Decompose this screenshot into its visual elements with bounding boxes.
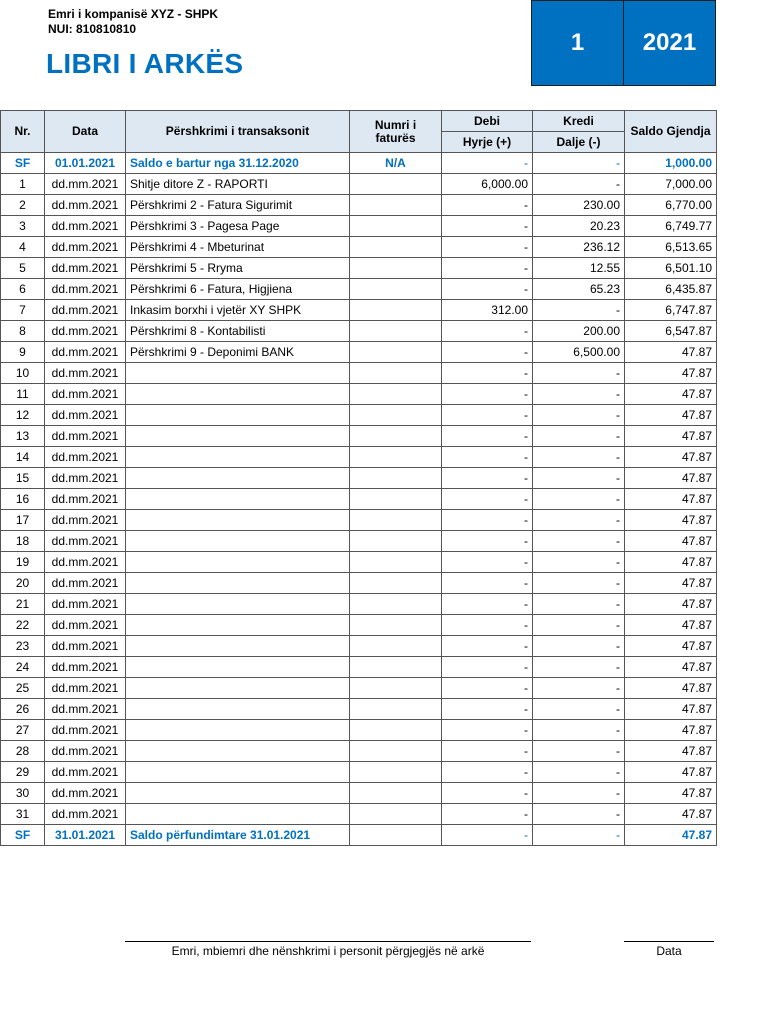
header-debit-in: Hyrje (+) bbox=[442, 132, 533, 153]
company-nui: NUI: 810810810 bbox=[48, 22, 137, 36]
cell-description bbox=[126, 363, 350, 384]
cell-debit: - bbox=[442, 279, 533, 300]
cell-invoice bbox=[350, 363, 442, 384]
cell-nr: 4 bbox=[1, 237, 45, 258]
table-row bbox=[1, 300, 717, 321]
opening-nr: SF bbox=[1, 153, 45, 174]
table-row bbox=[1, 216, 717, 237]
cell-description bbox=[126, 573, 350, 594]
cell-description: Përshkrimi 2 - Fatura Sigurimit bbox=[126, 195, 350, 216]
cell-debit: 312.00 bbox=[442, 300, 533, 321]
table-row bbox=[1, 321, 717, 342]
cell-description bbox=[126, 762, 350, 783]
cell-invoice bbox=[350, 531, 442, 552]
cell-debit: - bbox=[442, 258, 533, 279]
date-label: Data bbox=[656, 944, 682, 958]
cell-nr: 1 bbox=[1, 174, 45, 195]
cell-balance: 47.87 bbox=[625, 804, 717, 825]
cell-invoice bbox=[350, 636, 442, 657]
opening-debit: - bbox=[442, 153, 533, 174]
table-row bbox=[1, 510, 717, 531]
cell-invoice bbox=[350, 489, 442, 510]
table-row bbox=[1, 405, 717, 426]
cell-description bbox=[126, 510, 350, 531]
cell-credit: 6,500.00 bbox=[533, 342, 625, 363]
cell-description: Shitje ditore Z - RAPORTI bbox=[126, 174, 350, 195]
cell-nr: 18 bbox=[1, 531, 45, 552]
cell-credit: - bbox=[533, 573, 625, 594]
cell-date: dd.mm.2021 bbox=[45, 489, 126, 510]
cell-date: dd.mm.2021 bbox=[45, 657, 126, 678]
cell-nr: 17 bbox=[1, 510, 45, 531]
cell-description bbox=[126, 720, 350, 741]
header-description: Përshkrimi i transaksonit bbox=[126, 111, 350, 153]
cell-nr: 23 bbox=[1, 636, 45, 657]
cell-description bbox=[126, 531, 350, 552]
cash-book-table bbox=[0, 110, 717, 846]
cell-description bbox=[126, 783, 350, 804]
header-nr: Nr. bbox=[1, 111, 45, 153]
cell-invoice bbox=[350, 762, 442, 783]
cell-nr: 14 bbox=[1, 447, 45, 468]
cell-date: dd.mm.2021 bbox=[45, 741, 126, 762]
cell-invoice bbox=[350, 741, 442, 762]
cell-nr: 30 bbox=[1, 783, 45, 804]
cell-description bbox=[126, 447, 350, 468]
cell-credit: - bbox=[533, 489, 625, 510]
cell-date: dd.mm.2021 bbox=[45, 531, 126, 552]
table-row bbox=[1, 657, 717, 678]
cell-description bbox=[126, 804, 350, 825]
cell-date: dd.mm.2021 bbox=[45, 405, 126, 426]
header-balance: Saldo Gjendja bbox=[625, 111, 717, 153]
cell-description: Përshkrimi 4 - Mbeturinat bbox=[126, 237, 350, 258]
cell-debit: - bbox=[442, 783, 533, 804]
cell-date: dd.mm.2021 bbox=[45, 216, 126, 237]
table-row bbox=[1, 447, 717, 468]
year-box: 2021 bbox=[623, 0, 716, 86]
cell-credit: - bbox=[533, 657, 625, 678]
cell-invoice bbox=[350, 195, 442, 216]
cell-invoice bbox=[350, 300, 442, 321]
cell-debit: - bbox=[442, 426, 533, 447]
cell-invoice bbox=[350, 342, 442, 363]
cell-balance: 47.87 bbox=[625, 447, 717, 468]
table-row bbox=[1, 258, 717, 279]
cell-nr: 31 bbox=[1, 804, 45, 825]
cell-balance: 6,770.00 bbox=[625, 195, 717, 216]
signature-label: Emri, mbiemri dhe nënshkrimi i personit përgjegjës në arkë bbox=[171, 944, 485, 958]
cell-date: dd.mm.2021 bbox=[45, 384, 126, 405]
cell-description: Përshkrimi 3 - Pagesa Page bbox=[126, 216, 350, 237]
cell-credit: - bbox=[533, 405, 625, 426]
table-row bbox=[1, 762, 717, 783]
cell-date: dd.mm.2021 bbox=[45, 783, 126, 804]
cell-credit: - bbox=[533, 720, 625, 741]
table-row bbox=[1, 531, 717, 552]
table-row bbox=[1, 279, 717, 300]
cell-balance: 47.87 bbox=[625, 531, 717, 552]
cell-balance: 47.87 bbox=[625, 489, 717, 510]
cell-nr: 13 bbox=[1, 426, 45, 447]
table-row bbox=[1, 384, 717, 405]
cell-credit: - bbox=[533, 741, 625, 762]
table-row bbox=[1, 237, 717, 258]
cell-invoice bbox=[350, 552, 442, 573]
cell-credit: - bbox=[533, 615, 625, 636]
cell-balance: 47.87 bbox=[625, 342, 717, 363]
cell-nr: 5 bbox=[1, 258, 45, 279]
cell-balance: 47.87 bbox=[625, 636, 717, 657]
opening-invoice: N/A bbox=[350, 153, 442, 174]
table-row bbox=[1, 636, 717, 657]
cell-invoice bbox=[350, 321, 442, 342]
cell-description: Përshkrimi 5 - Rryma bbox=[126, 258, 350, 279]
header-credit: Kredi bbox=[533, 111, 625, 132]
cell-invoice bbox=[350, 594, 442, 615]
cell-description bbox=[126, 741, 350, 762]
cell-credit: - bbox=[533, 174, 625, 195]
closing-description: Saldo përfundimtare 31.01.2021 bbox=[126, 825, 350, 846]
cell-date: dd.mm.2021 bbox=[45, 468, 126, 489]
cell-debit: - bbox=[442, 636, 533, 657]
cell-balance: 6,747.87 bbox=[625, 300, 717, 321]
cell-credit: 20.23 bbox=[533, 216, 625, 237]
cell-invoice bbox=[350, 447, 442, 468]
cell-credit: 12.55 bbox=[533, 258, 625, 279]
cell-credit: - bbox=[533, 636, 625, 657]
cell-invoice bbox=[350, 804, 442, 825]
cell-debit: 6,000.00 bbox=[442, 174, 533, 195]
cell-debit: - bbox=[442, 405, 533, 426]
cell-date: dd.mm.2021 bbox=[45, 300, 126, 321]
cell-balance: 47.87 bbox=[625, 657, 717, 678]
cell-balance: 47.87 bbox=[625, 384, 717, 405]
cell-invoice bbox=[350, 237, 442, 258]
cell-debit: - bbox=[442, 678, 533, 699]
cell-debit: - bbox=[442, 468, 533, 489]
cell-credit: 200.00 bbox=[533, 321, 625, 342]
cell-debit: - bbox=[442, 573, 533, 594]
table-row bbox=[1, 195, 717, 216]
table-row bbox=[1, 468, 717, 489]
cell-debit: - bbox=[442, 804, 533, 825]
cell-date: dd.mm.2021 bbox=[45, 258, 126, 279]
cell-date: dd.mm.2021 bbox=[45, 321, 126, 342]
cell-debit: - bbox=[442, 762, 533, 783]
cell-nr: 21 bbox=[1, 594, 45, 615]
cell-description bbox=[126, 636, 350, 657]
cell-credit: 236.12 bbox=[533, 237, 625, 258]
cell-invoice bbox=[350, 699, 442, 720]
cell-balance: 47.87 bbox=[625, 426, 717, 447]
cell-balance: 47.87 bbox=[625, 783, 717, 804]
opening-credit: - bbox=[533, 153, 625, 174]
cell-nr: 12 bbox=[1, 405, 45, 426]
cell-description bbox=[126, 552, 350, 573]
cell-date: dd.mm.2021 bbox=[45, 699, 126, 720]
table-row bbox=[1, 678, 717, 699]
header-invoice: Numri i faturës bbox=[350, 111, 442, 153]
cell-invoice bbox=[350, 657, 442, 678]
cell-debit: - bbox=[442, 216, 533, 237]
cell-credit: - bbox=[533, 384, 625, 405]
cell-debit: - bbox=[442, 447, 533, 468]
cell-nr: 7 bbox=[1, 300, 45, 321]
cell-description bbox=[126, 426, 350, 447]
cell-invoice bbox=[350, 468, 442, 489]
cell-date: dd.mm.2021 bbox=[45, 804, 126, 825]
cell-invoice bbox=[350, 258, 442, 279]
cell-balance: 47.87 bbox=[625, 405, 717, 426]
cell-debit: - bbox=[442, 657, 533, 678]
cell-description bbox=[126, 699, 350, 720]
cell-debit: - bbox=[442, 720, 533, 741]
cell-nr: 6 bbox=[1, 279, 45, 300]
cell-date: dd.mm.2021 bbox=[45, 174, 126, 195]
cell-description bbox=[126, 405, 350, 426]
closing-invoice bbox=[350, 825, 442, 846]
table-row bbox=[1, 363, 717, 384]
cell-credit: - bbox=[533, 552, 625, 573]
cell-date: dd.mm.2021 bbox=[45, 720, 126, 741]
table-row bbox=[1, 174, 717, 195]
cell-credit: - bbox=[533, 804, 625, 825]
cell-invoice bbox=[350, 573, 442, 594]
cell-nr: 9 bbox=[1, 342, 45, 363]
signature-line bbox=[125, 941, 531, 942]
cell-credit: 65.23 bbox=[533, 279, 625, 300]
cell-balance: 6,547.87 bbox=[625, 321, 717, 342]
cell-date: dd.mm.2021 bbox=[45, 573, 126, 594]
cell-description: Përshkrimi 9 - Deponimi BANK bbox=[126, 342, 350, 363]
cell-balance: 6,749.77 bbox=[625, 216, 717, 237]
cell-invoice bbox=[350, 384, 442, 405]
opening-description: Saldo e bartur nga 31.12.2020 bbox=[126, 153, 350, 174]
cell-date: dd.mm.2021 bbox=[45, 363, 126, 384]
closing-date: 31.01.2021 bbox=[45, 825, 126, 846]
opening-date: 01.01.2021 bbox=[45, 153, 126, 174]
table-row bbox=[1, 426, 717, 447]
cell-nr: 8 bbox=[1, 321, 45, 342]
cell-credit: 230.00 bbox=[533, 195, 625, 216]
cell-nr: 2 bbox=[1, 195, 45, 216]
cell-nr: 27 bbox=[1, 720, 45, 741]
cell-date: dd.mm.2021 bbox=[45, 279, 126, 300]
cell-balance: 47.87 bbox=[625, 762, 717, 783]
cell-debit: - bbox=[442, 552, 533, 573]
cell-debit: - bbox=[442, 237, 533, 258]
cell-description bbox=[126, 657, 350, 678]
table-row bbox=[1, 804, 717, 825]
cell-debit: - bbox=[442, 384, 533, 405]
cell-nr: 25 bbox=[1, 678, 45, 699]
cell-balance: 47.87 bbox=[625, 615, 717, 636]
cell-credit: - bbox=[533, 468, 625, 489]
cell-date: dd.mm.2021 bbox=[45, 615, 126, 636]
cell-description bbox=[126, 594, 350, 615]
cell-balance: 47.87 bbox=[625, 552, 717, 573]
table-row bbox=[1, 783, 717, 804]
opening-balance-row bbox=[1, 153, 717, 174]
cell-credit: - bbox=[533, 426, 625, 447]
cell-description bbox=[126, 678, 350, 699]
closing-balance-row bbox=[1, 825, 717, 846]
cell-balance: 47.87 bbox=[625, 699, 717, 720]
cell-description bbox=[126, 615, 350, 636]
cell-credit: - bbox=[533, 447, 625, 468]
cell-nr: 28 bbox=[1, 741, 45, 762]
cell-balance: 6,435.87 bbox=[625, 279, 717, 300]
cell-credit: - bbox=[533, 363, 625, 384]
cell-credit: - bbox=[533, 699, 625, 720]
cell-date: dd.mm.2021 bbox=[45, 552, 126, 573]
cell-debit: - bbox=[442, 489, 533, 510]
table-row bbox=[1, 615, 717, 636]
cell-date: dd.mm.2021 bbox=[45, 636, 126, 657]
closing-debit: - bbox=[442, 825, 533, 846]
cell-balance: 47.87 bbox=[625, 468, 717, 489]
cell-balance: 47.87 bbox=[625, 741, 717, 762]
cell-debit: - bbox=[442, 363, 533, 384]
cell-nr: 24 bbox=[1, 657, 45, 678]
cell-debit: - bbox=[442, 342, 533, 363]
cell-credit: - bbox=[533, 300, 625, 321]
cell-date: dd.mm.2021 bbox=[45, 678, 126, 699]
cell-credit: - bbox=[533, 594, 625, 615]
cell-date: dd.mm.2021 bbox=[45, 447, 126, 468]
cell-debit: - bbox=[442, 615, 533, 636]
header-debit: Debi bbox=[442, 111, 533, 132]
company-info bbox=[48, 7, 218, 37]
cell-invoice bbox=[350, 279, 442, 300]
cell-nr: 16 bbox=[1, 489, 45, 510]
cell-nr: 26 bbox=[1, 699, 45, 720]
cell-credit: - bbox=[533, 510, 625, 531]
cell-balance: 47.87 bbox=[625, 573, 717, 594]
cell-credit: - bbox=[533, 531, 625, 552]
company-name: Emri i kompanisë XYZ - SHPK bbox=[48, 7, 219, 21]
cell-description: Inkasim borxhi i vjetër XY SHPK bbox=[126, 300, 350, 321]
cell-balance: 47.87 bbox=[625, 594, 717, 615]
month-box: 1 bbox=[531, 0, 624, 86]
opening-balance: 1,000.00 bbox=[625, 153, 717, 174]
cell-nr: 11 bbox=[1, 384, 45, 405]
closing-nr: SF bbox=[1, 825, 45, 846]
cell-balance: 47.87 bbox=[625, 510, 717, 531]
cell-nr: 29 bbox=[1, 762, 45, 783]
cell-description: Përshkrimi 8 - Kontabilisti bbox=[126, 321, 350, 342]
table-row bbox=[1, 552, 717, 573]
cell-nr: 19 bbox=[1, 552, 45, 573]
cell-balance: 47.87 bbox=[625, 678, 717, 699]
cell-date: dd.mm.2021 bbox=[45, 342, 126, 363]
cell-nr: 22 bbox=[1, 615, 45, 636]
table-row bbox=[1, 594, 717, 615]
cell-balance: 47.87 bbox=[625, 720, 717, 741]
cell-date: dd.mm.2021 bbox=[45, 195, 126, 216]
cell-invoice bbox=[350, 510, 442, 531]
cell-nr: 20 bbox=[1, 573, 45, 594]
cell-nr: 15 bbox=[1, 468, 45, 489]
cell-invoice bbox=[350, 405, 442, 426]
closing-balance: 47.87 bbox=[625, 825, 717, 846]
cell-description: Përshkrimi 6 - Fatura, Higjiena bbox=[126, 279, 350, 300]
cell-balance: 47.87 bbox=[625, 363, 717, 384]
cell-date: dd.mm.2021 bbox=[45, 426, 126, 447]
table-row bbox=[1, 489, 717, 510]
cell-invoice bbox=[350, 216, 442, 237]
cell-date: dd.mm.2021 bbox=[45, 237, 126, 258]
cell-balance: 7,000.00 bbox=[625, 174, 717, 195]
header-date: Data bbox=[45, 111, 126, 153]
cell-debit: - bbox=[442, 594, 533, 615]
table-row bbox=[1, 342, 717, 363]
cell-debit: - bbox=[442, 741, 533, 762]
table-row bbox=[1, 720, 717, 741]
cell-debit: - bbox=[442, 510, 533, 531]
cell-debit: - bbox=[442, 531, 533, 552]
cell-invoice bbox=[350, 426, 442, 447]
cell-credit: - bbox=[533, 783, 625, 804]
date-line bbox=[624, 941, 714, 942]
cell-invoice bbox=[350, 678, 442, 699]
cell-invoice bbox=[350, 720, 442, 741]
cell-credit: - bbox=[533, 678, 625, 699]
closing-credit: - bbox=[533, 825, 625, 846]
cell-balance: 6,513.65 bbox=[625, 237, 717, 258]
cell-date: dd.mm.2021 bbox=[45, 594, 126, 615]
table-row bbox=[1, 699, 717, 720]
cell-date: dd.mm.2021 bbox=[45, 510, 126, 531]
cell-debit: - bbox=[442, 195, 533, 216]
cell-invoice bbox=[350, 615, 442, 636]
table-row bbox=[1, 573, 717, 594]
cell-description bbox=[126, 468, 350, 489]
cell-balance: 6,501.10 bbox=[625, 258, 717, 279]
table-row bbox=[1, 741, 717, 762]
cell-date: dd.mm.2021 bbox=[45, 762, 126, 783]
cell-description bbox=[126, 384, 350, 405]
cell-description bbox=[126, 489, 350, 510]
cell-debit: - bbox=[442, 699, 533, 720]
header-credit-out: Dalje (-) bbox=[533, 132, 625, 153]
cell-invoice bbox=[350, 174, 442, 195]
cell-credit: - bbox=[533, 762, 625, 783]
cell-nr: 3 bbox=[1, 216, 45, 237]
cell-debit: - bbox=[442, 321, 533, 342]
page-title: LIBRI I ARKËS bbox=[46, 48, 244, 79]
cell-invoice bbox=[350, 783, 442, 804]
cell-nr: 10 bbox=[1, 363, 45, 384]
